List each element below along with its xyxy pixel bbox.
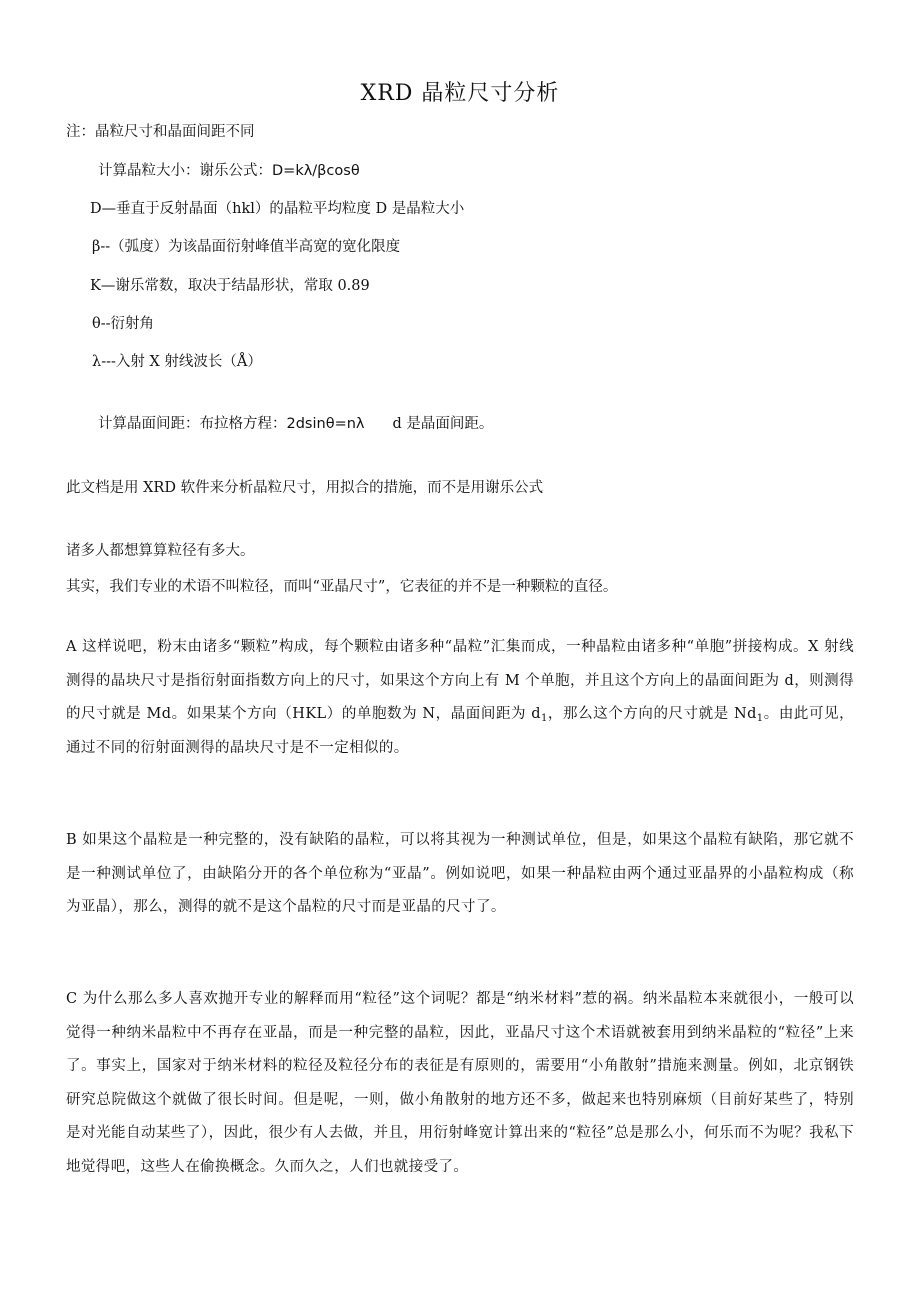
scherrer-line <box>98 161 360 181</box>
subscript-1: 1 <box>540 713 548 724</box>
definition-k: K—谢乐常数，取决于结晶形状，常取 0.89 <box>90 278 370 294</box>
bragg-line <box>98 414 493 434</box>
note-line: 注：晶粒尺寸和晶面间距不同 <box>66 124 255 140</box>
paragraph-a <box>66 631 854 765</box>
question-line-2: 其实，我们专业的术语不叫粒径，而叫“亚晶尺寸”，它表征的并不是一种颗粒的直径。 <box>66 579 618 595</box>
definition-d: D—垂直于反射晶面（hkl）的晶粒平均粒度 D 是晶粒大小 <box>90 201 465 217</box>
scherrer-formula: D=kλ/βcosθ <box>272 163 360 179</box>
intro-line: 此文档是用 XRD 软件来分析晶粒尺寸，用拟合的措施，而不是用谢乐公式 <box>66 480 544 496</box>
question-line-1: 诸多人都想算算粒径有多大。 <box>66 543 255 559</box>
scherrer-label: 计算晶粒大小：谢乐公式： <box>98 163 272 179</box>
paragraph-c: C 为什么那么多人喜欢抛开专业的解释而用“粒径”这个词呢？都是“纳米材料”惹的祸。纳米晶粒本来就很小，一般可以觉得一种纳米晶粒中不再存在亚晶，而是一种完整的晶粒，因此，亚晶尺寸这个术语就被套用到纳米晶粒的“粒径”上来了。事实上，国家对于纳米材料的粒径及粒径分布的表征是有原则的，需要用“小角散射”措施来测量。例如，北京钢铁研究总院做这个就做了很长时间。但是呢，一则，做小角散射的地方还不多，做起来也特别麻烦（目前好某些了，特别是对光能自动某些了），因此，很少有人去做，并且，用衍射峰宽计算出来的“粒径”总是那么小，何乐而不为呢？我私下地觉得吧，这些人在偷换概念。久而久之，人们也就接受了。 <box>66 991 854 1175</box>
paragraph-b: B 如果这个晶粒是一种完整的，没有缺陷的晶粒，可以将其视为一种测试单位，但是，如果这个晶粒有缺陷，那它就不是一种测试单位了，由缺陷分开的各个单位称为“亚晶”。例如说吧，如果一种晶粒由两个通过亚晶界的小晶粒构成（称为亚晶），那么，测得的就不是这个晶粒的尺寸而是亚晶的尺寸了。 <box>66 832 854 915</box>
page-title: XRD 晶粒尺寸分析 <box>360 81 560 106</box>
bragg-label: 计算晶面间距：布拉格方程： <box>98 416 287 432</box>
subscript-1b: 1 <box>756 713 764 724</box>
bragg-d-text: d 是晶面间距。 <box>392 416 494 432</box>
paragraph-a-text-3: 。由此可见，通过不同的衍射面测得的晶块尺寸是不一定相似的。 <box>66 706 855 756</box>
definition-lambda: λ---入射 X 射线波长（Å） <box>92 354 262 370</box>
paragraph-a-text-1: A 这样说吧，粉末由诸多“颗粒”构成，每个颗粒由诸多种“晶粒”汇集而成，一种晶粒由诸多种“单胞”拼接构成。X 射线测得的晶块尺寸是指衍射面指数方向上的尺寸，如果这个方向上有 M 个单胞，并且这个方向上的晶面间距为 d，则测得的尺寸就是 Md。如果某个方向（HKL）的单胞数为 N，晶面间距为 d <box>66 639 854 722</box>
paragraph-a-text-2: ，那么这个方向的尺寸就是 Nd <box>547 706 757 722</box>
bragg-formula: 2dsinθ=nλ <box>286 416 365 432</box>
definition-beta: β--（弧度）为该晶面衍射峰值半高宽的宽化限度 <box>92 239 401 255</box>
definition-theta: θ--衍射角 <box>92 316 155 332</box>
